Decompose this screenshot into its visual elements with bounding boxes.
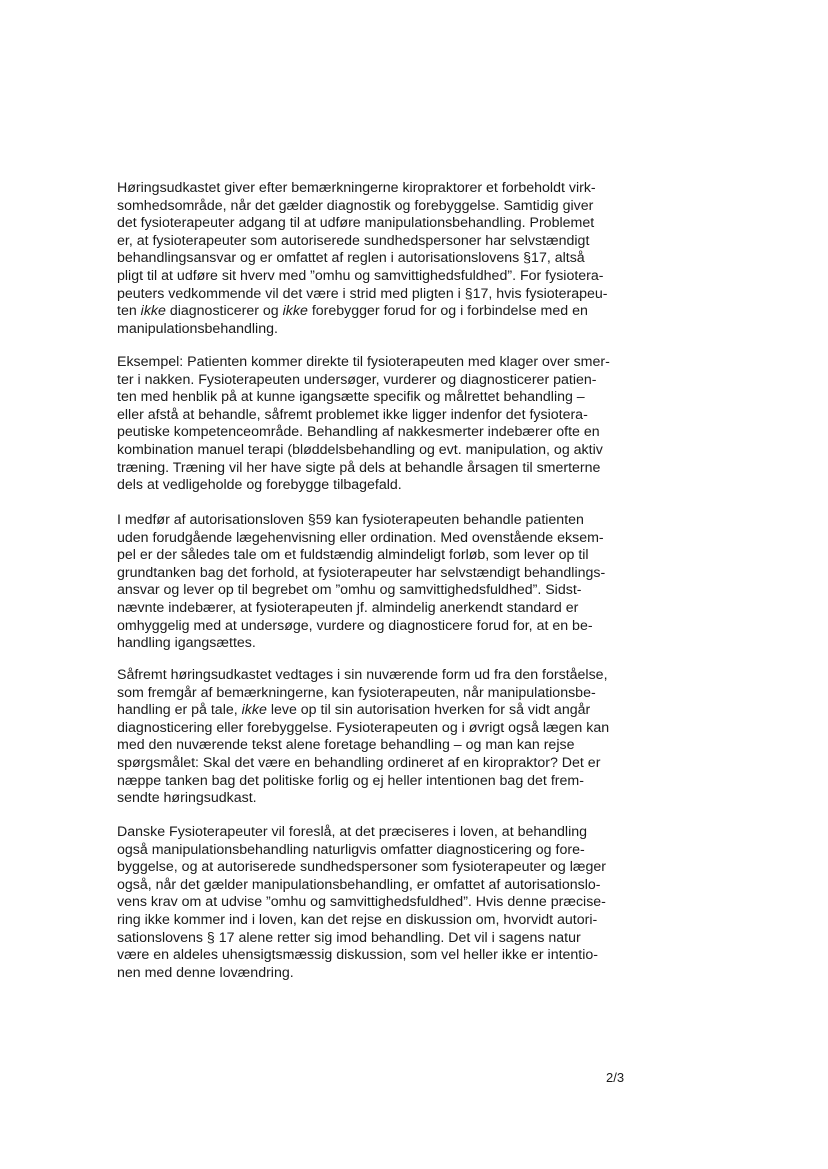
text-segment: sationslovens § 17 alene retter sig imod behandling. Det vil i sagens natur [117,929,581,946]
text-segment: er, at fysioterapeuter som autoriserede sundhedspersoner har selvstændigt [117,232,590,249]
text-line [117,407,637,425]
text-segment: kombination manuel terapi (bløddelsbehandling og evt. manipulation, og aktiv [117,441,603,458]
emphasis-text: ikke [140,303,166,320]
text-segment: leve op til sin autorisation hverken for så vidt angår [266,702,591,719]
paragraph-proposal [117,824,637,982]
text-segment: ten [117,303,141,320]
text-segment: Eksempel: Patienten kommer direkte til fysioterapeuten med klager over smer- [117,354,610,370]
text-line [117,618,637,636]
text-line [117,250,637,268]
text-segment: også, når det gælder manipulationsbehandling, er omfattet af autorisationslo- [117,876,601,893]
text-line [117,233,637,251]
text-line [117,389,637,407]
emphasis-text: ikke [282,303,308,320]
text-segment: grundtanken bag det forhold, at fysioterapeuter har selvstændigt behandlings- [117,564,606,581]
text-line [117,930,637,948]
text-line [117,372,637,390]
text-line [117,180,637,198]
text-line [117,442,637,460]
text-line [117,512,637,530]
text-segment: uden forudgående lægehenvisning eller ordination. Med ovenstående eksem- [117,529,604,546]
text-line [117,321,637,339]
text-segment: med den nuværende tekst alene foretage behandling – og man kan rejse [117,737,575,754]
text-line [117,600,637,618]
text-segment: diagnosticering eller forebyggelse. Fysioterapeuten og i øvrigt også lægen kan [117,719,610,736]
text-line [117,824,637,842]
emphasis-text: ikke [241,702,267,719]
text-segment: forebygger forud for og i forbindelse med en [307,303,588,320]
text-line [117,685,637,703]
text-segment: også manipulationsbehandling naturligvis omfatter diagnosticering og fore- [117,841,585,858]
text-segment: handling igangsættes. [117,635,256,652]
text-segment: pligt til at udføre sit hverv med ”omhu og samvittighedsfuldhed”. For fysiotera- [117,267,604,284]
text-segment: peuters vedkommende vil det være i strid med pligten i §17, hvis fysioterapeu- [117,285,608,302]
text-line [117,737,637,755]
text-line [117,547,637,565]
paragraph-example [117,354,637,495]
paragraph-authorisation-law [117,512,637,653]
text-line [117,877,637,895]
text-segment: ring ikke kommer ind i loven, kan det rejse en diskussion om, hvorvidt autori- [117,911,598,928]
text-line [117,635,637,653]
text-segment: dels at vedligeholde og forebygge tilbagefald. [117,477,402,494]
text-line [117,460,637,478]
text-line [117,720,637,738]
text-line [117,894,637,912]
text-segment: Såfremt høringsudkastet vedtages i sin nuværende form ud fra den forståelse, [117,667,608,683]
paragraph-consultation-draft [117,180,637,338]
text-line [117,965,637,983]
text-line [117,354,637,372]
text-line [117,424,637,442]
text-line [117,198,637,216]
text-line [117,755,637,773]
text-segment: være en aldeles uhensigtsmæssig diskussion, som vel heller ikke er intentio- [117,947,599,964]
text-line [117,859,637,877]
text-line [117,215,637,233]
text-segment: træning. Træning vil her have sigte på dels at behandle årsagen til smerterne [117,459,601,476]
text-line [117,268,637,286]
text-segment: handling er på tale, [117,702,242,719]
text-segment: næppe tanken bag det politiske forlig og ej heller intentionen bag det frem- [117,772,584,789]
text-line [117,702,637,720]
text-segment: spørgsmålet: Skal det være en behandling ordineret af en kiropraktor? Det er [117,754,601,771]
text-segment: det fysioterapeuter adgang til at udføre manipulationsbehandling. Problemet [117,215,595,232]
text-segment: ansvar og lever op til begrebet om ”omhu og samvittighedsfuldhed”. Sidst- [117,582,582,599]
text-line [117,565,637,583]
text-line [117,773,637,791]
text-segment: pel er der således tale om et fuldstændig almindeligt forløb, som lever op til [117,547,589,564]
text-line [117,667,637,685]
text-line [117,842,637,860]
text-segment: somhedsområde, når det gælder diagnostik og forebyggelse. Samtidig giver [117,197,594,214]
text-line [117,947,637,965]
text-segment: I medfør af autorisationsloven §59 kan fysioterapeuten behandle patienten [117,512,584,528]
text-segment: ter i nakken. Fysioterapeuten undersøger, vurderer og diagnosticerer patien- [117,371,597,388]
text-segment: diagnosticerer og [165,303,283,320]
text-line [117,530,637,548]
paragraph-if-adopted [117,667,637,808]
text-line [117,286,637,304]
text-segment: sendte høringsudkast. [117,790,257,807]
text-segment: nævnte indebærer, at fysioterapeuten jf. almindelig anerkendt standard er [117,599,579,616]
text-line [117,303,637,321]
text-segment: vens krav om at udvise ”omhu og samvittighedsfuldhed”. Hvis denne præcise- [117,894,606,911]
text-segment: som fremgår af bemærkningerne, kan fysioterapeuten, når manipulationsbe- [117,684,596,701]
text-line [117,912,637,930]
page-number: 2/3 [606,1070,625,1085]
text-segment: omhyggelig med at undersøge, vurdere og diagnosticere forud for, at en be- [117,617,593,634]
text-line [117,582,637,600]
text-segment: eller afstå at behandle, såfremt problemet ikke ligger indenfor det fysiotera- [117,406,588,423]
text-segment: Høringsudkastet giver efter bemærkningerne kiropraktorer et forbeholdt virk- [117,180,596,196]
text-segment: peutiske kompetenceområde. Behandling af nakkesmerter indebærer ofte en [117,424,600,441]
text-segment: Danske Fysioterapeuter vil foreslå, at det præciseres i loven, at behandling [117,824,588,840]
text-line [117,477,637,495]
text-segment: behandlingsansvar og er omfattet af reglen i autorisationslovens §17, altså [117,250,585,267]
text-segment: manipulationsbehandling. [117,320,278,337]
text-line [117,790,637,808]
text-segment: ten med henblik på at kunne igangsætte specifik og målrettet behandling – [117,389,585,406]
text-segment: byggelse, og at autoriserede sundhedspersoner som fysioterapeuter og læger [117,859,606,876]
text-segment: nen med denne lovændring. [117,964,294,981]
